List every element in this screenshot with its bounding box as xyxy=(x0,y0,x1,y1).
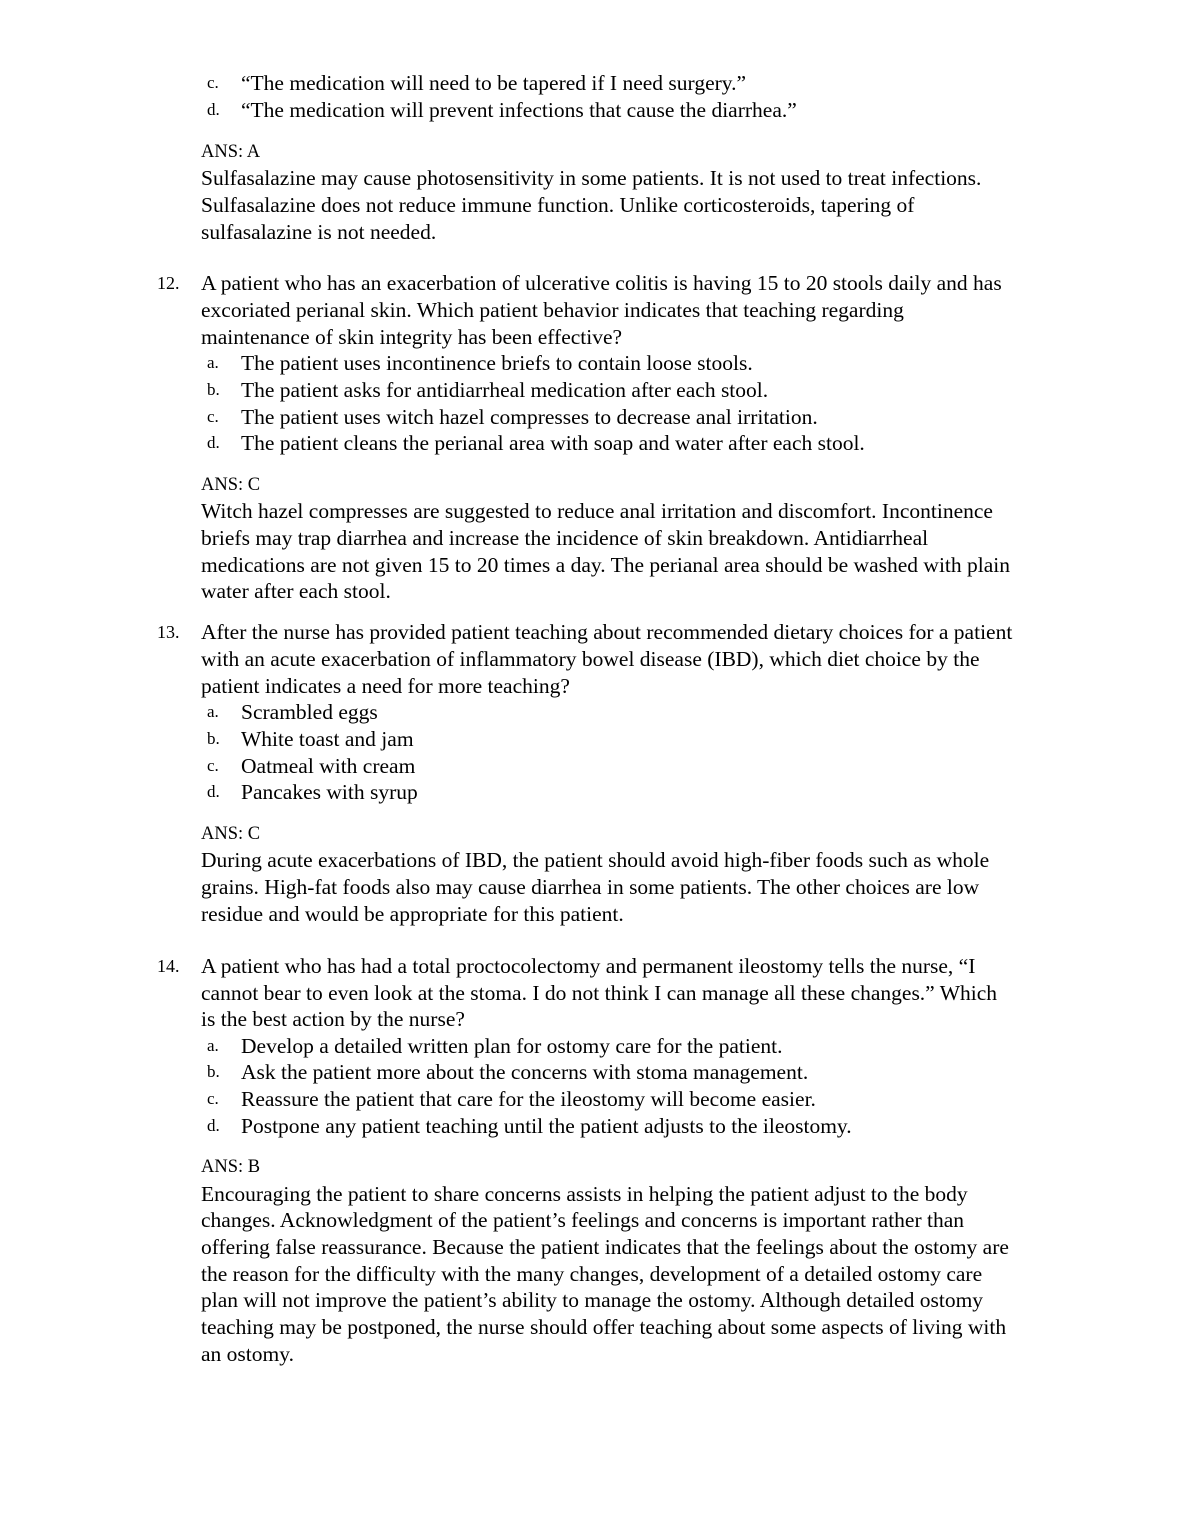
rationale-line: Sulfasalazine may cause photosensitivity in some patients. It is not used to treat infections. xyxy=(201,166,982,190)
rationale-line: sulfasalazine is not needed. xyxy=(201,220,437,244)
rationale-line: Sulfasalazine does not reduce immune function. Unlike corticosteroids, tapering of xyxy=(201,193,915,217)
question-stem-line: cannot bear to even look at the stoma. I do not think I can manage all these changes.” Which xyxy=(201,981,998,1005)
option-text: White toast and jam xyxy=(241,727,414,751)
option-letter: c. xyxy=(207,756,219,775)
rationale-line: plan will not improve the patient’s ability to manage the ostomy. Although detailed ostomy xyxy=(201,1288,984,1312)
question-number: 14. xyxy=(157,956,180,976)
option-text: “The medication will prevent infections that cause the diarrhea.” xyxy=(241,98,797,122)
option-text: Oatmeal with cream xyxy=(241,754,416,778)
answer-label: ANS: C xyxy=(201,475,261,495)
rationale-line: During acute exacerbations of IBD, the patient should avoid high-fiber foods such as whole xyxy=(201,848,990,872)
question-stem-line: After the nurse has provided patient teaching about recommended dietary choices for a patient xyxy=(201,620,1013,644)
rationale-line: water after each stool. xyxy=(201,579,391,603)
question-stem-line: A patient who has had a total proctocolectomy and permanent ileostomy tells the nurse, “I xyxy=(201,954,976,978)
question-stem-line: maintenance of skin integrity has been effective? xyxy=(201,325,623,349)
option-letter: d. xyxy=(207,1116,220,1135)
option-letter: c. xyxy=(207,73,219,92)
option-text: The patient uses witch hazel compresses to decrease anal irritation. xyxy=(241,405,818,429)
rationale-line: teaching may be postponed, the nurse should offer teaching about some aspects of living with xyxy=(201,1315,1007,1339)
rationale-line: an ostomy. xyxy=(201,1342,294,1366)
option-letter: b. xyxy=(207,1062,220,1081)
answer-label: ANS: C xyxy=(201,824,261,844)
option-letter: d. xyxy=(207,782,220,801)
option-letter: c. xyxy=(207,1089,219,1108)
option-letter: a. xyxy=(207,702,219,721)
rationale-line: Encouraging the patient to share concerns assists in helping the patient adjust to the body xyxy=(201,1182,968,1206)
option-text: The patient asks for antidiarrheal medication after each stool. xyxy=(241,378,769,402)
option-text: Reassure the patient that care for the ileostomy will become easier. xyxy=(241,1087,816,1111)
option-text: “The medication will need to be tapered if I need surgery.” xyxy=(241,71,747,95)
option-letter: b. xyxy=(207,380,220,399)
option-letter: a. xyxy=(207,1036,219,1055)
rationale-line: briefs may trap diarrhea and increase the incidence of skin breakdown. Antidiarrheal xyxy=(201,526,929,550)
question-stem-line: with an acute exacerbation of inflammatory bowel disease (IBD), which diet choice by the xyxy=(201,647,980,671)
option-letter: b. xyxy=(207,729,220,748)
question-number: 13. xyxy=(157,622,180,642)
question-stem-line: A patient who has an exacerbation of ulcerative colitis is having 15 to 20 stools daily and has xyxy=(201,271,1002,295)
option-text: Scrambled eggs xyxy=(241,700,378,724)
answer-label: ANS: A xyxy=(201,142,261,162)
option-letter: d. xyxy=(207,100,220,119)
rationale-line: residue and would be appropriate for this patient. xyxy=(201,902,624,926)
rationale-line: the reason for the difficulty with the many changes, development of a detailed ostomy care xyxy=(201,1262,983,1286)
rationale-line: Witch hazel compresses are suggested to reduce anal irritation and discomfort. Incontinence xyxy=(201,499,993,523)
rationale-line: grains. High-fat foods also may cause diarrhea in some patients. The other choices are low xyxy=(201,875,980,899)
option-text: Postpone any patient teaching until the patient adjusts to the ileostomy. xyxy=(241,1114,852,1138)
option-text: Pancakes with syrup xyxy=(241,780,418,804)
rationale-line: changes. Acknowledgment of the patient’s feelings and concerns is important rather than xyxy=(201,1208,965,1232)
option-letter: c. xyxy=(207,407,219,426)
rationale-line: offering false reassurance. Because the patient indicates that the feelings about the ostomy are xyxy=(201,1235,1009,1259)
answer-label: ANS: B xyxy=(201,1157,261,1177)
option-text: The patient uses incontinence briefs to contain loose stools. xyxy=(241,351,753,375)
option-text: Ask the patient more about the concerns with stoma management. xyxy=(241,1060,809,1084)
option-text: Develop a detailed written plan for ostomy care for the patient. xyxy=(241,1034,783,1058)
question-stem-line: excoriated perianal skin. Which patient behavior indicates that teaching regarding xyxy=(201,298,904,322)
question-number: 12. xyxy=(157,273,180,293)
option-letter: a. xyxy=(207,353,219,372)
option-letter: d. xyxy=(207,433,220,452)
question-stem-line: is the best action by the nurse? xyxy=(201,1007,465,1031)
rationale-line: medications are not given 15 to 20 times a day. The perianal area should be washed with plain xyxy=(201,553,1011,577)
question-stem-line: patient indicates a need for more teaching? xyxy=(201,674,570,698)
option-text: The patient cleans the perianal area with soap and water after each stool. xyxy=(241,431,865,455)
